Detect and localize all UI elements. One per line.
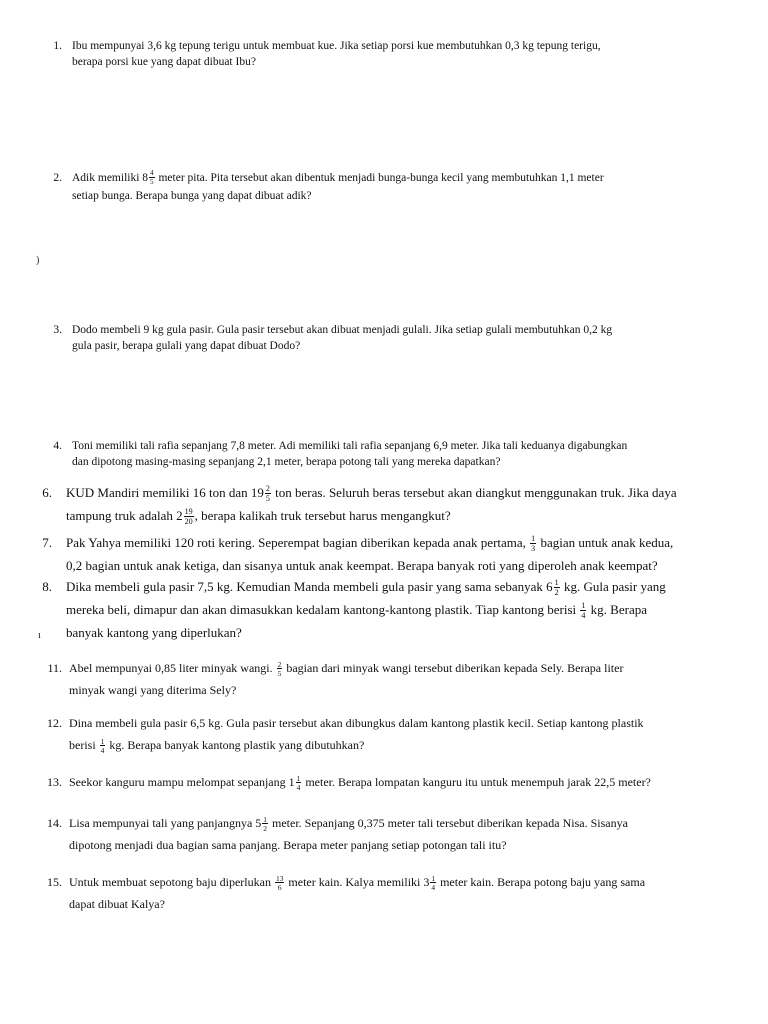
fraction-numerator: 19 — [184, 506, 193, 516]
mixed-number-whole: 8 — [142, 172, 149, 184]
fraction-numerator: 1 — [100, 736, 105, 746]
fraction-denominator: 2 — [554, 588, 559, 598]
text-run: meter pita. Pita tersebut akan dibentuk menjadi bunga-bunga kecil yang membutuhkan 1,1 meter — [155, 172, 604, 184]
fraction — [262, 816, 268, 833]
mixed-number-whole: 2 — [176, 508, 183, 523]
question-number: 2. — [53, 172, 62, 184]
text-run: Adik memiliki — [72, 172, 143, 184]
question-text-line — [69, 657, 730, 679]
question-number: 11. — [47, 661, 62, 675]
question-text-line: Dodo membeli 9 kg gula pasir. Gula pasir tersebut akan dibuat menjadi gulali. Jika setiap gulali membutuhkan 0,2 kg — [72, 324, 613, 336]
question-text-line — [66, 598, 736, 621]
text-run: Pak Yahya memiliki 120 roti kering. Seperempat bagian diberikan kepada anak pertama, — [66, 535, 530, 550]
question-number: 4. — [53, 440, 62, 452]
text-run: Untuk membuat sepotong baju diperlukan — [69, 875, 274, 889]
fraction — [100, 738, 106, 755]
question-6 — [36, 481, 736, 527]
fraction-denominator: 4 — [431, 883, 436, 893]
question-text-line — [69, 771, 730, 793]
question-7 — [36, 531, 736, 577]
text-run: Abel mempunyai 0,85 liter minyak wangi. — [69, 661, 276, 675]
fraction-numerator: 1 — [581, 600, 586, 610]
question-text-line: setiap bunga. Berapa bunga yang dapat dibuat adik? — [72, 190, 312, 203]
question-1 — [40, 38, 690, 70]
fraction-denominator: 2 — [263, 824, 267, 834]
question-text-line — [66, 575, 736, 598]
fraction — [530, 535, 536, 553]
text-run: kg. Berapa — [587, 602, 647, 617]
fraction — [296, 775, 302, 792]
fraction — [554, 579, 560, 597]
text-run: , berapa kalikah truk tersebut harus mengangkut? — [194, 508, 451, 523]
question-text-line — [69, 871, 730, 893]
question-text-line: berapa porsi kue yang dapat dibuat Ibu? — [72, 56, 256, 68]
fraction-numerator: 4 — [150, 169, 154, 178]
fraction-numerator: 2 — [265, 483, 270, 493]
scan-mark: ı — [38, 630, 41, 641]
text-run: meter kain. Kalya memiliki — [285, 875, 424, 889]
fraction — [275, 875, 284, 892]
text-run: meter. Berapa lompatan kanguru itu untuk menempuh jarak 22,5 meter? — [302, 775, 651, 789]
question-number: 13. — [47, 775, 62, 789]
fraction-numerator: 1 — [531, 533, 536, 543]
question-text-line: Ibu mempunyai 3,6 kg tepung terigu untuk membuat kue. Jika setiap porsi kue membutuhkan 0,3 kg tepung terigu, — [72, 40, 601, 52]
fraction-denominator: 3 — [531, 544, 536, 554]
mixed-number-whole: 1 — [288, 775, 295, 789]
mixed-number-whole: 5 — [255, 816, 262, 830]
text-run: ton beras. Seluruh beras tersebut akan diangkut menggunakan truk. Jika daya — [271, 485, 677, 500]
fraction-numerator: 1 — [296, 773, 301, 783]
question-13 — [40, 771, 730, 793]
text-run: KUD Mandiri memiliki 16 ton dan — [66, 485, 251, 500]
fraction — [265, 485, 271, 503]
text-run: kg. Berapa banyak kantong plastik yang dibutuhkan? — [106, 738, 365, 752]
text-run: tampung truk adalah — [66, 508, 177, 523]
question-text-line: minyak wangi yang diterima Sely? — [69, 683, 237, 697]
text-run: meter kain. Berapa potong baju yang sama — [437, 875, 646, 889]
text-run: berisi — [69, 738, 99, 752]
question-text-line: banyak kantong yang diperlukan? — [66, 625, 242, 640]
scan-mark: ) — [36, 255, 40, 266]
text-run: bagian dari minyak wangi tersebut diberikan kepada Sely. Berapa liter — [283, 661, 624, 675]
mixed-number-whole: 3 — [423, 875, 430, 889]
question-number: 8. — [42, 579, 52, 594]
fraction — [184, 508, 194, 526]
text-run: kg. Gula pasir yang — [560, 579, 666, 594]
mixed-number-whole: 19 — [250, 485, 264, 500]
question-12 — [40, 712, 730, 756]
question-number: 7. — [42, 535, 52, 550]
question-text-line — [72, 170, 690, 186]
fraction-denominator: 4 — [100, 746, 105, 756]
fraction-denominator: 5 — [265, 494, 270, 504]
question-text-line — [69, 812, 730, 834]
fraction — [430, 875, 436, 892]
text-run: mereka beli, dimapur dan akan dimasukkan kedalam kantong-kantong plastik. Tiap kantong berisi — [66, 602, 580, 617]
question-14 — [40, 812, 730, 856]
question-text-line: gula pasir, berapa gulali yang dapat dibuat Dodo? — [72, 340, 301, 352]
fraction-denominator: 4 — [296, 783, 301, 793]
question-number: 15. — [47, 875, 62, 889]
question-text-line: 0,2 bagian untuk anak ketiga, dan sisanya untuk anak keempat. Berapa banyak roti yang diperoleh anak keempat? — [66, 558, 658, 573]
question-text-line — [69, 734, 730, 756]
question-text-line: Toni memiliki tali rafia sepanjang 7,8 meter. Adi memiliki tali rafia sepanjang 6,9 meter. Jika tali keduanya digabungkan — [72, 440, 628, 452]
question-text-line: dipotong menjadi dua bagian sama panjang. Berapa meter panjang setiap potongan tali itu? — [69, 838, 507, 852]
question-15 — [40, 871, 730, 915]
fraction-denominator: 20 — [184, 517, 193, 527]
question-8 — [36, 575, 736, 644]
question-number: 3. — [53, 324, 62, 336]
fraction — [149, 170, 155, 186]
fraction-numerator: 2 — [277, 659, 282, 669]
question-text-line: dapat dibuat Kalya? — [69, 897, 165, 911]
text-run: Seekor kanguru mampu melompat sepanjang — [69, 775, 289, 789]
fraction-denominator: 6 — [277, 883, 282, 893]
question-number: 12. — [47, 716, 62, 730]
question-text-line: Dina membeli gula pasir 6,5 kg. Gula pasir tersebut akan dibungkus dalam kantong plastik kecil. Setiap kantong plastik — [69, 716, 644, 730]
mixed-number-whole: 6 — [546, 579, 553, 594]
question-number: 6. — [42, 485, 52, 500]
question-2 — [40, 170, 690, 204]
fraction-numerator: 1 — [263, 814, 267, 824]
fraction-numerator: 1 — [554, 577, 559, 587]
fraction-numerator: 1 — [431, 873, 436, 883]
question-text-line — [66, 531, 736, 554]
text-run: bagian untuk anak kedua, — [537, 535, 674, 550]
question-number: 1. — [53, 40, 62, 52]
fraction — [580, 602, 586, 620]
text-run: meter. Sepanjang 0,375 meter tali tersebut diberikan kepada Nisa. Sisanya — [269, 816, 628, 830]
fraction — [277, 661, 283, 678]
question-3 — [40, 322, 690, 354]
text-run: Dika membeli gula pasir 7,5 kg. Kemudian Manda membeli gula pasir yang sama sebanyak — [66, 579, 547, 594]
fraction-numerator: 13 — [275, 873, 284, 883]
fraction-denominator: 5 — [150, 178, 154, 187]
question-text-line — [66, 504, 736, 527]
fraction-denominator: 5 — [277, 669, 282, 679]
question-number: 14. — [47, 816, 62, 830]
text-run: Lisa mempunyai tali yang panjangnya — [69, 816, 256, 830]
question-4 — [40, 438, 690, 470]
question-text-line: dan dipotong masing-masing sepanjang 2,1 meter, berapa potong tali yang mereka dapatkan? — [72, 456, 501, 468]
fraction-denominator: 4 — [581, 611, 586, 621]
question-text-line — [66, 481, 736, 504]
question-11 — [40, 657, 730, 701]
